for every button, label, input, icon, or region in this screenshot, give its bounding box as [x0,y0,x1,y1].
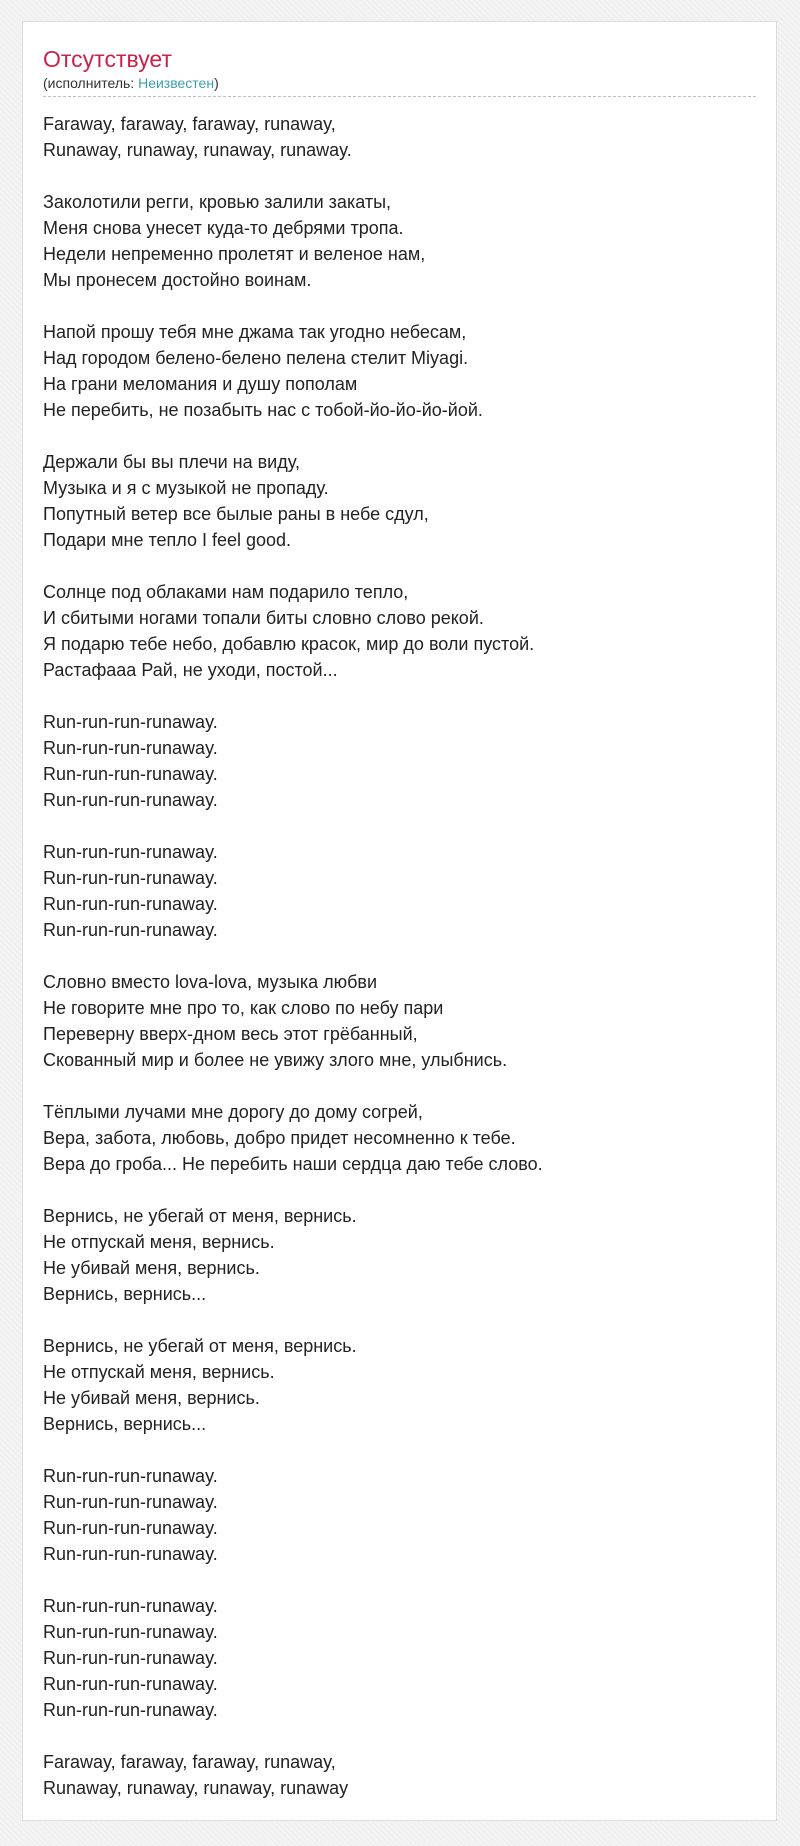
lyric-line: Я подарю тебе небо, добавлю красок, мир до воли пустой. [43,634,535,654]
lyric-line: Run-run-run-runaway. [43,764,218,784]
lyric-line: Run-run-run-runaway. [43,1648,218,1668]
lyric-line: Runaway, runaway, runaway, runaway [43,1778,349,1798]
lyric-line: Солнце под облаками нам подарило тепло, [43,582,409,602]
lyric-line: Не говорите мне про то, как слово по небу пари [43,998,444,1018]
lyric-line: Faraway, faraway, faraway, runaway, [43,114,336,134]
lyric-line: Подари мне тепло I feel good. [43,530,292,550]
lyric-line: Не убивай меня, вернись. [43,1388,260,1408]
lyric-line: Run-run-run-runaway. [43,738,218,758]
lyric-line: Run-run-run-runaway. [43,790,218,810]
lyric-line: Run-run-run-runaway. [43,842,218,862]
song-title: Отсутствует [43,46,172,72]
lyric-line: Заколотили регги, кровью залили закаты, [43,192,392,212]
artist-link[interactable]: Неизвестен [138,75,215,91]
lyrics-stanza [43,579,756,683]
lyrics-stanza [43,1463,756,1567]
lyric-line: Вернись, вернись... [43,1414,207,1434]
lyrics-stanza [43,189,756,293]
lyric-line: Растафааа Рай, не уходи, постой... [43,660,338,680]
lyric-line: Run-run-run-runaway. [43,1518,218,1538]
lyric-line: Run-run-run-runaway. [43,894,218,914]
lyric-line: Run-run-run-runaway. [43,1492,218,1512]
lyric-line: На грани меломания и душу пополам [43,374,358,394]
lyric-line: Вера до гроба... Не перебить наши сердца даю тебе слово. [43,1154,543,1174]
lyric-line: Faraway, faraway, faraway, runaway, [43,1752,336,1772]
lyric-line: Не отпускай меня, вернись. [43,1232,275,1252]
lyrics-stanza [43,319,756,423]
lyric-line: Run-run-run-runaway. [43,712,218,732]
lyrics-stanza [43,1593,756,1723]
lyrics-stanza [43,1099,756,1177]
lyric-line: Run-run-run-runaway. [43,1674,218,1694]
lyric-line: Run-run-run-runaway. [43,1466,218,1486]
lyric-line: Тёплыми лучами мне дорогу до дому согрей, [43,1102,423,1122]
lyric-line: Вернись, не убегай от меня, вернись. [43,1206,357,1226]
lyrics-card [22,21,777,1821]
lyric-line: Run-run-run-runaway. [43,920,218,940]
lyric-line: Run-run-run-runaway. [43,1544,218,1564]
lyric-line: Над городом белено-белено пелена стелит Miyagi. [43,348,469,368]
lyric-line: Недели непременно пролетят и веленое нам, [43,244,426,264]
lyric-line: Мы пронесем достойно воинам. [43,270,312,290]
lyric-line: Run-run-run-runaway. [43,1622,218,1642]
lyrics-stanza [43,969,756,1073]
lyric-line: Вернись, вернись... [43,1284,207,1304]
lyrics-stanza [43,839,756,943]
lyric-line: Держали бы вы плечи на виду, [43,452,300,472]
artist-suffix: ) [214,75,219,91]
lyric-line: Скованный мир и более не увижу злого мне, улыбнись. [43,1050,508,1070]
lyric-line: Не перебить, не позабыть нас с тобой-йо-йо-йо-йой. [43,400,483,420]
lyrics-stanza [43,449,756,553]
lyric-line: Вера, забота, любовь, добро придет несомненно к тебе. [43,1128,516,1148]
lyrics-stanza [43,1749,756,1801]
lyric-line: Попутный ветер все былые раны в небе сдул, [43,504,429,524]
lyric-line: Переверну вверх-дном весь этот грёбанный, [43,1024,418,1044]
lyrics-stanza [43,1333,756,1437]
lyric-line: Меня снова унесет куда-то дебрями тропа. [43,218,404,238]
lyric-line: Run-run-run-runaway. [43,1596,218,1616]
artist-line [43,74,756,97]
lyric-line: Напой прошу тебя мне джама так угодно небесам, [43,322,467,342]
lyrics-stanza [43,1203,756,1307]
lyric-line: Музыка и я с музыкой не пропаду. [43,478,329,498]
lyric-line: Словно вместо lova-lova, музыка любви [43,972,378,992]
artist-prefix: (исполнитель: [43,75,139,91]
lyric-line: Не убивай меня, вернись. [43,1258,260,1278]
lyric-line: Runaway, runaway, runaway, runaway. [43,140,352,160]
lyric-line: Run-run-run-runaway. [43,868,218,888]
lyric-line: И сбитыми ногами топали биты словно слово рекой. [43,608,484,628]
lyric-line: Run-run-run-runaway. [43,1700,218,1720]
lyrics-body [43,111,756,1801]
lyrics-stanza [43,111,756,163]
lyric-line: Вернись, не убегай от меня, вернись. [43,1336,357,1356]
lyrics-stanza [43,709,756,813]
lyric-line: Не отпускай меня, вернись. [43,1362,275,1382]
